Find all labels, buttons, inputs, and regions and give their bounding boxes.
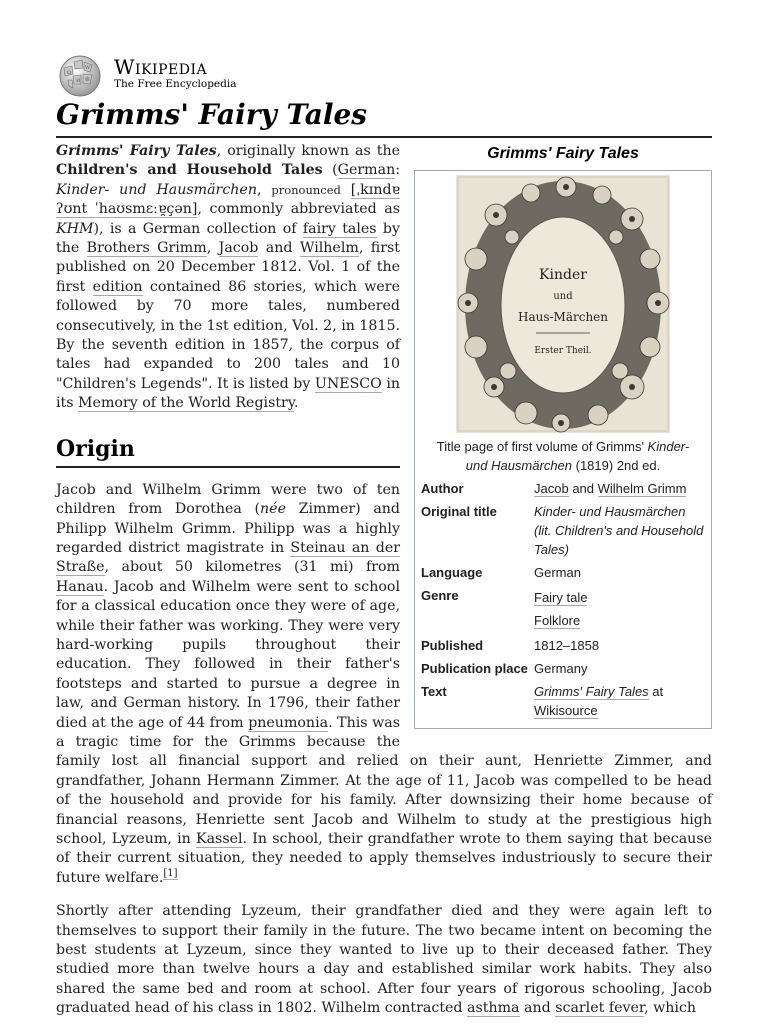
intro-text: in its <box>56 375 400 412</box>
section-heading-origin: Origin <box>56 434 400 468</box>
cover-image[interactable] <box>456 175 670 433</box>
wikipedia-globe-logo[interactable] <box>56 54 104 98</box>
link-wikisource[interactable]: Wikisource <box>534 703 598 718</box>
language-value: German <box>534 565 581 580</box>
wikipedia-wordmark[interactable] <box>114 56 236 91</box>
intro-text <box>341 182 351 198</box>
intro-text: . <box>293 395 299 412</box>
brand-name: Wikipedia <box>114 55 208 79</box>
intro-text: by the <box>56 220 400 257</box>
link-folklore[interactable]: Folklore <box>534 613 581 628</box>
origin-text: and <box>519 1000 556 1017</box>
intro-text: , <box>206 240 219 257</box>
origin-text: . In school, their grandfather wrote to them saying that because of their current situation, they needed to apply themselves industriously to secure their future welfare. <box>56 831 712 886</box>
original-title-label: Original title <box>421 504 497 519</box>
text-at: at <box>648 684 664 699</box>
cover-line-4: Erster Theil. <box>534 346 592 356</box>
svg-text:Ω: Ω <box>67 70 72 76</box>
origin-text: , which <box>644 1000 697 1017</box>
intro-abbrev: KHM <box>56 220 94 237</box>
link-fairy-tale[interactable]: Fairy tale <box>534 590 588 605</box>
caption-prefix: Title page of first volume of Grimms' <box>436 439 648 454</box>
infobox-row-text <box>421 680 705 722</box>
infobox-row-genre <box>421 584 705 634</box>
infobox-row-original-title <box>421 500 705 561</box>
intro-text: ( <box>322 162 338 179</box>
link-wilhelm-grimm[interactable]: Wilhelm Grimm <box>597 481 687 496</box>
cover-line-2: und <box>553 291 573 302</box>
language-label: Language <box>421 565 483 580</box>
intro-text: contained 86 stories, which were followed by 70 more tales, numbered consecutively, in the 1st edition, Vol. 2, in 1815. By the seventh edition in 1857, the corpus of tales had expanded to 200 tales and 10 "Children's Legends". It is listed by <box>56 278 401 392</box>
infobox-row-publication-place <box>421 657 705 680</box>
published-value: 1812–1858 <box>534 638 600 653</box>
origin-text: Jacob and Wilhelm Grimm were two of ten children from Dorothea ( <box>56 481 400 518</box>
infobox-row-author <box>421 477 705 500</box>
infobox-box <box>414 170 712 729</box>
published-label: Published <box>421 638 484 653</box>
origin-nee: née <box>260 501 286 518</box>
link-memory-of-the-world[interactable]: Memory of the World Registry <box>78 395 294 412</box>
intro-text: , commonly abbreviated as <box>197 201 400 218</box>
intro-german-title: Kinder- und Hausmärchen <box>56 181 257 198</box>
link-brothers-grimm[interactable]: Brothers Grimm <box>86 240 207 257</box>
intro-text: , <box>256 181 272 198</box>
link-steinau[interactable]: Steinau an der Straße <box>56 539 400 576</box>
link-scarlet-fever[interactable]: scarlet fever <box>555 1000 645 1017</box>
origin-text: Zimmer) and Philipp Wilhelm Grimm. Philipp was a highly regarded district magistrate in <box>56 501 400 556</box>
caption-suffix: (1819) 2nd ed. <box>572 458 661 473</box>
reference-1[interactable]: [1] <box>163 868 178 880</box>
author-conjunction: and <box>568 481 598 496</box>
publication-place-value: Germany <box>534 661 588 676</box>
origin-text: , about 50 kilometres (31 mi) from <box>104 559 400 576</box>
page-title: Grimms' Fairy Tales <box>56 96 712 138</box>
intro-text: : <box>395 162 401 179</box>
link-jacob-infobox[interactable]: Jacob <box>534 481 569 496</box>
link-fairy-tales[interactable]: fairy tales <box>302 220 377 237</box>
publication-place-label: Publication place <box>421 661 528 676</box>
author-label: Author <box>421 481 464 496</box>
infobox-row-published <box>421 634 705 657</box>
genre-label: Genre <box>421 588 459 603</box>
link-hanau[interactable]: Hanau <box>56 578 104 595</box>
svg-text:W: W <box>85 65 91 71</box>
origin-paragraph-2 <box>56 902 712 1018</box>
origin-text: Shortly after attending Lyzeum, their grandfather died and they were again left to themselves to support their family in the future. The two became intent on becoming the best students at Lyzeum, since they wanted to live up to their deceased father. They studied more than twelve hours a day and established similar work habits. They also shared the same bed and room at school. After four years of rigorous schooling, Jacob graduated head of his class in 1802. Wilhelm contracted <box>56 903 712 1017</box>
intro-bold-title: Grimms' Fairy Tales <box>56 143 217 159</box>
link-edition[interactable]: edition <box>92 278 143 295</box>
caption-italic: Kinder- und Hausmärchen <box>465 439 690 473</box>
link-asthma[interactable]: asthma <box>467 1000 520 1017</box>
original-title-value: Kinder- und Hausmärchen (lit. Children's and Household Tales) <box>534 504 704 557</box>
cover-line-1: Kinder <box>539 267 587 283</box>
intro-bold-alt-title: Children's and Household Tales <box>56 162 323 179</box>
link-wilhelm[interactable]: Wilhelm <box>299 240 359 257</box>
origin-text: . Jacob and Wilhelm were sent to school for a classical education once they were of age, while their father was working. They were very hard-working pupils throughout their education. They followed in their father's footsteps and started to pursue a degree in law, and German history. In 1796, their father died at the age of 44 from <box>56 578 400 731</box>
infobox-title: Grimms' Fairy Tales <box>487 145 639 162</box>
intro-text: ), is a German collection of <box>93 220 303 237</box>
image-caption <box>421 433 705 477</box>
intro-text: , first published on 20 December 1812. Vol. 1 of the first <box>56 240 400 295</box>
intro-text: and <box>258 240 300 257</box>
link-pneumonia[interactable]: pneumonia <box>248 714 329 731</box>
link-kassel[interactable]: Kassel <box>195 831 243 847</box>
origin-text: . This was a tragic time for the Grimms because the family lost all financial support and relied on their aunt, Henriette Zimmer, and grandfather, Johann Hermann Zimmer. At the age of 11, Jacob was compelled to be head of the household and provide for his family. After downsizing their home because of financial reasons, Henriette sent Jacob and Wilhelm to study at the prestigious high school, Lyzeum, in <box>56 714 712 847</box>
brand-tagline: The Free Encyclopedia <box>114 78 237 90</box>
text-label: Text <box>421 684 447 699</box>
intro-text: , originally known as the <box>216 143 400 159</box>
svg-text:維: 維 <box>85 77 91 83</box>
link-ipa[interactable]: [ˌkɪndɐ ʔʊnt ˈhaʊsmɛːɐ̯çən] <box>56 181 400 218</box>
link-german[interactable]: German <box>337 162 396 179</box>
svg-text:И: И <box>76 78 81 84</box>
link-unesco[interactable]: UNESCO <box>314 375 382 392</box>
pronounced-label: pronounced <box>271 182 341 197</box>
link-jacob[interactable]: Jacob <box>218 240 259 257</box>
infobox-row-language <box>421 561 705 584</box>
article-body <box>56 142 712 1033</box>
cover-line-3: Haus-Märchen <box>517 310 609 324</box>
link-grimms-fairy-tales[interactable]: Grimms' Fairy Tales <box>534 684 649 699</box>
infobox <box>414 142 712 729</box>
